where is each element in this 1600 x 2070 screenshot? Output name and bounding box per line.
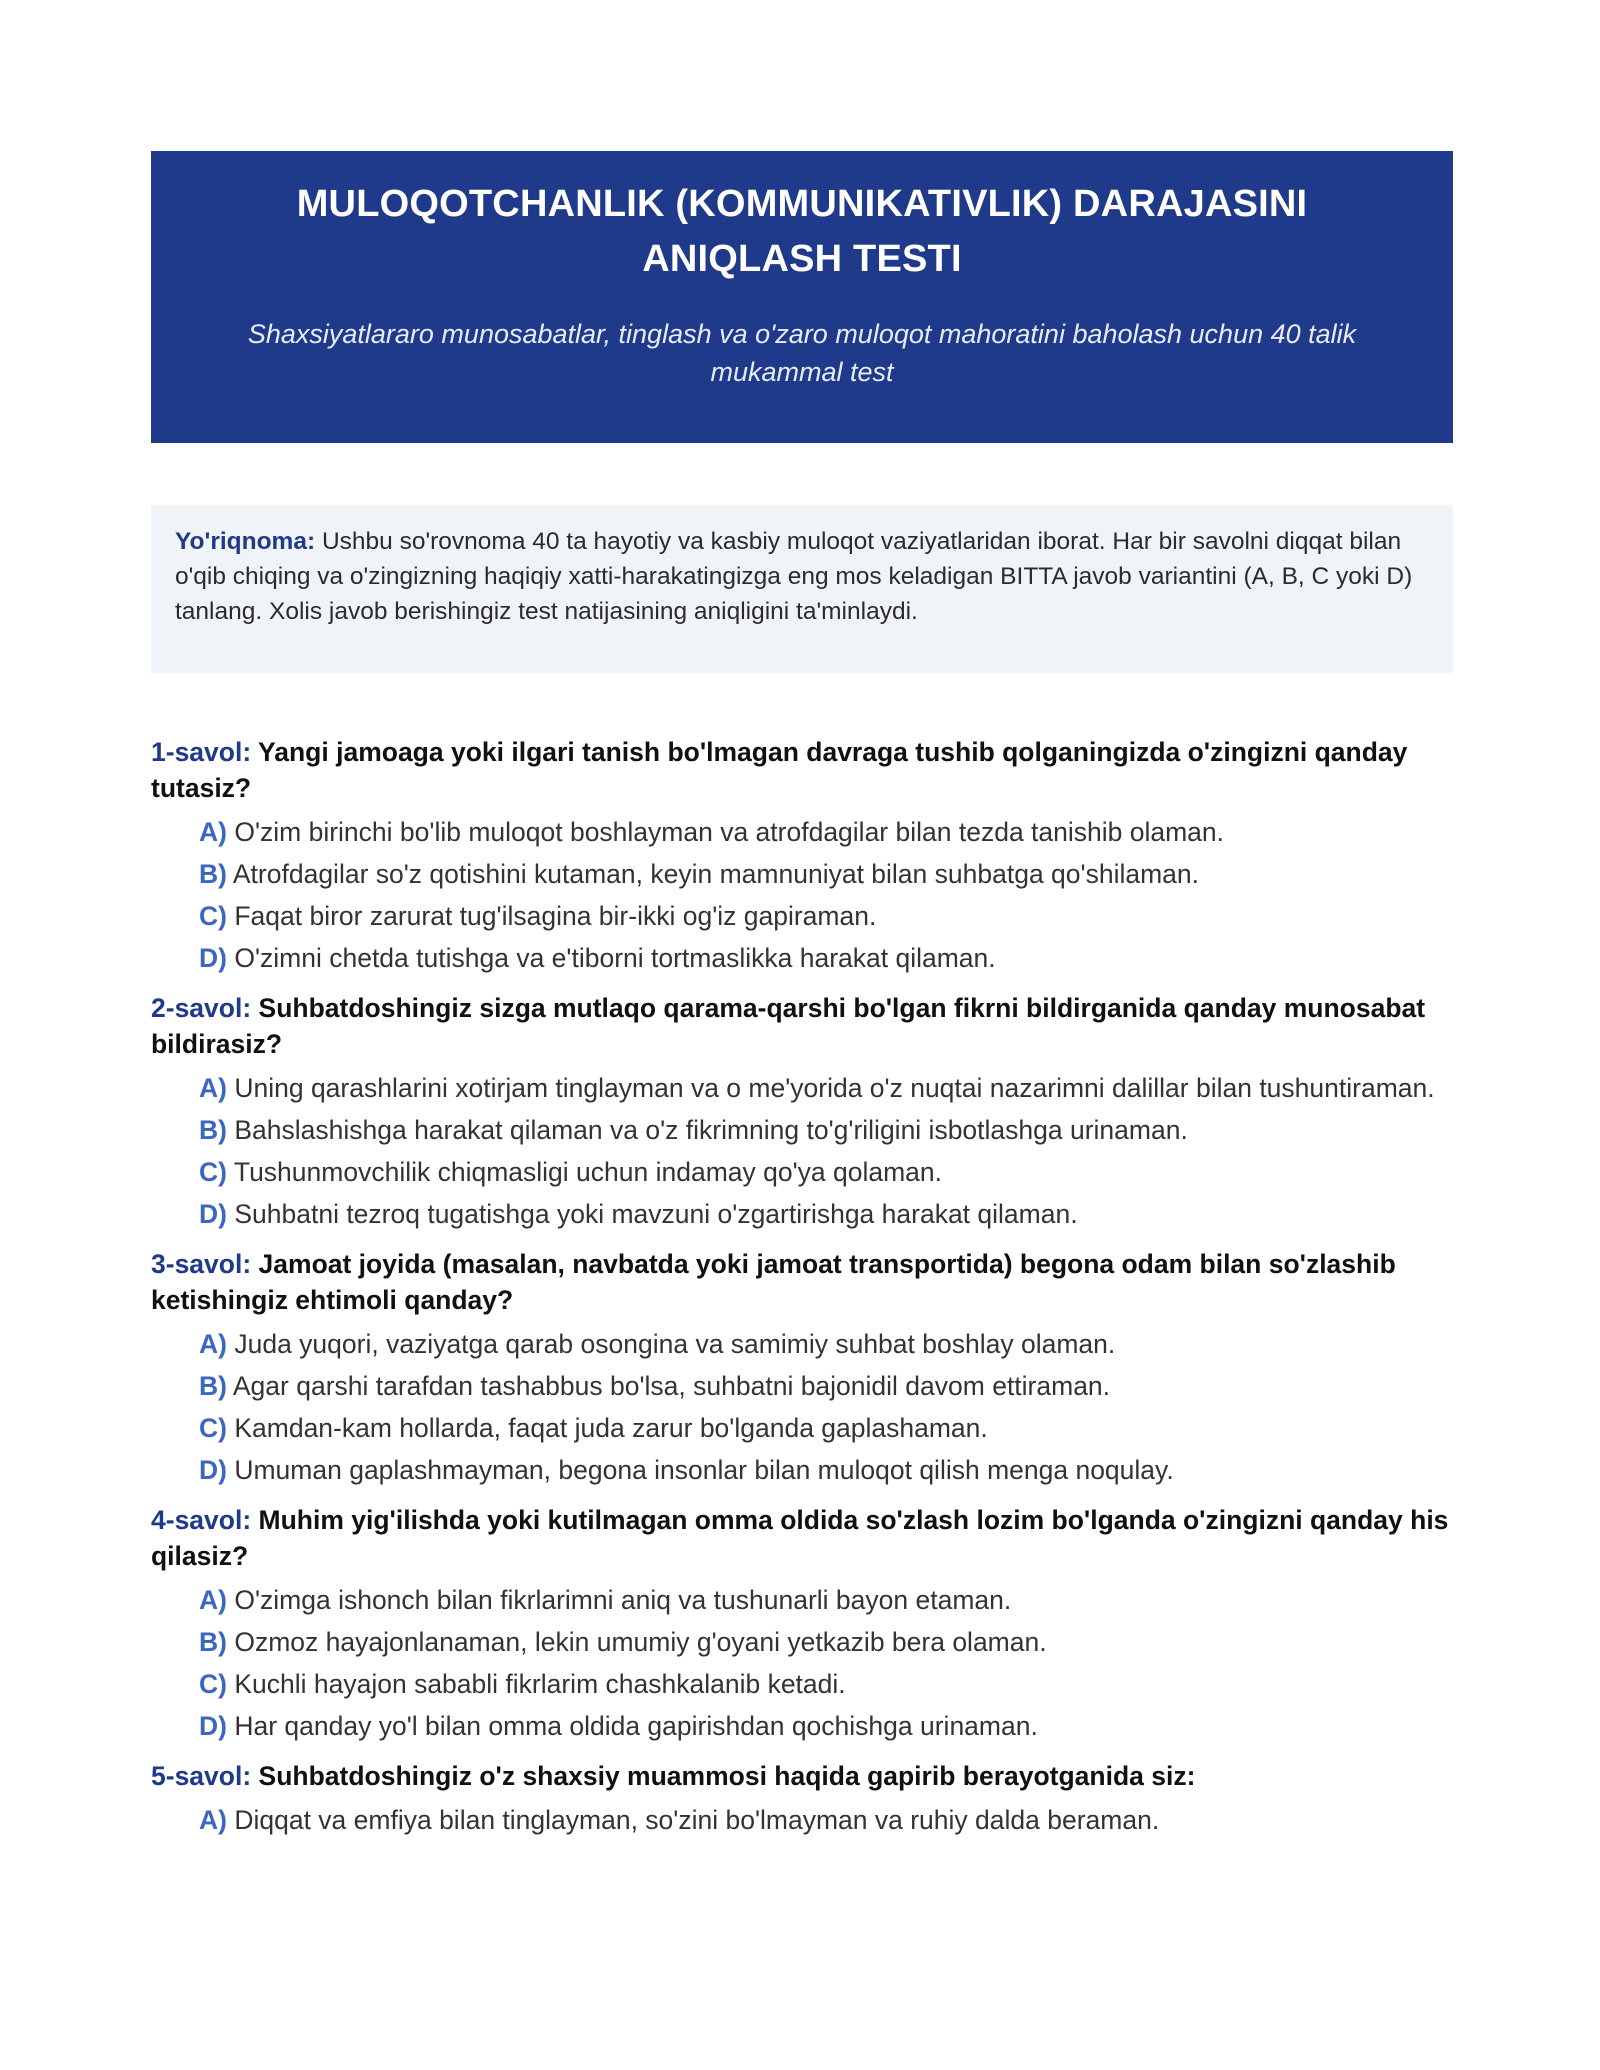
option-text: Tushunmovchilik chiqmasligi uchun indamay qo'ya qolaman. [233, 1157, 943, 1187]
question-4 [151, 1502, 1461, 1744]
option-d[interactable] [199, 1708, 1461, 1744]
option-text: Suhbatni tezroq tugatishga yoki mavzuni o'zgartirishga harakat qilaman. [234, 1199, 1078, 1229]
page-subtitle [211, 315, 1393, 391]
question-5 [151, 1758, 1461, 1838]
question-prompt: Suhbatdoshingiz sizga mutlaqo qarama-qarshi bo'lgan fikrni bildirganida qanday munosabat bildirasiz? [151, 993, 1426, 1059]
question-prompt: Jamoat joyida (masalan, navbatda yoki jamoat transportida) begona odam bilan so'zlashib ketishingiz ehtimoli qanday? [151, 1249, 1396, 1315]
option-letter: C) [199, 1413, 227, 1443]
subtitle-line-1: Shaxsiyatlararo munosabatlar, tinglash va o'zaro muloqot mahoratini baholash uchun 40 talik [247, 319, 1357, 349]
option-letter: D) [199, 943, 227, 973]
option-letter: A) [199, 817, 227, 847]
option-letter: B) [199, 1371, 227, 1401]
option-b[interactable] [199, 1112, 1461, 1148]
option-c[interactable] [199, 898, 1461, 934]
option-d[interactable] [199, 1196, 1461, 1232]
question-number: 3-savol: [151, 1249, 252, 1279]
option-text: Kuchli hayajon sababli fikrlarim chashkalanib ketadi. [234, 1669, 846, 1699]
question-1 [151, 734, 1461, 976]
option-text: Bahslashishga harakat qilaman va o'z fikrimning to'g'riligini isbotlashga urinaman. [234, 1115, 1188, 1145]
title-line-1: MULOQOTCHANLIK (KOMMUNIKATIVLIK) DARAJASINI [296, 183, 1308, 225]
question-prompt: Yangi jamoaga yoki ilgari tanish bo'lmagan davraga tushib qolganingizda o'zingizni qanday tutasiz? [151, 737, 1408, 803]
option-letter: D) [199, 1199, 227, 1229]
question-number: 2-savol: [151, 993, 252, 1023]
option-text: O'zim birinchi bo'lib muloqot boshlayman va atrofdagilar bilan tezda tanishib olaman. [234, 817, 1225, 847]
option-text: O'zimga ishonch bilan fikrlarimni aniq va tushunarli bayon etaman. [234, 1585, 1012, 1615]
questions-list [151, 734, 1461, 1852]
option-d[interactable] [199, 1452, 1461, 1488]
option-b[interactable] [199, 856, 1461, 892]
option-letter: A) [199, 1329, 227, 1359]
question-text [151, 990, 1461, 1062]
question-number: 4-savol: [151, 1505, 252, 1535]
instructions-box [151, 505, 1453, 673]
option-letter: C) [199, 901, 227, 931]
question-3 [151, 1246, 1461, 1488]
instructions-text: Ushbu so'rovnoma 40 ta hayotiy va kasbiy muloqot vaziyatlaridan iborat. Har bir savolni diqqat bilan o'qib chiqing va o'zingizning haqiqiy xatti-harakatingizga eng mos keladigan BITTA javob variantini (A, B, C yoki D) tanlang. Xolis javob berishingiz test natijasining aniqligini ta'minlaydi. [175, 528, 1413, 625]
option-a[interactable] [199, 1326, 1461, 1362]
page-title [211, 177, 1393, 287]
option-letter: D) [199, 1455, 227, 1485]
option-a[interactable] [199, 814, 1461, 850]
option-letter: A) [199, 1073, 227, 1103]
option-letter: A) [199, 1585, 227, 1615]
option-b[interactable] [199, 1624, 1461, 1660]
option-b[interactable] [199, 1368, 1461, 1404]
option-letter: C) [199, 1157, 227, 1187]
question-prompt: Muhim yig'ilishda yoki kutilmagan omma oldida so'zlash lozim bo'lganda o'zingizni qanday his qilasiz? [151, 1505, 1449, 1571]
option-a[interactable] [199, 1802, 1461, 1838]
option-letter: B) [199, 1627, 227, 1657]
option-text: Uning qarashlarini xotirjam tinglayman va o me'yorida o'z nuqtai nazarimni dalillar bilan tushuntiraman. [234, 1073, 1435, 1103]
question-prompt: Suhbatdoshingiz o'z shaxsiy muammosi haqida gapirib berayotganida siz: [258, 1761, 1196, 1791]
question-text [151, 734, 1461, 806]
question-text [151, 1758, 1461, 1794]
option-letter: B) [199, 859, 227, 889]
question-text [151, 1502, 1461, 1574]
option-c[interactable] [199, 1410, 1461, 1446]
question-number: 1-savol: [151, 737, 252, 767]
option-text: Ozmoz hayajonlanaman, lekin umumiy g'oyani yetkazib bera olaman. [234, 1627, 1047, 1657]
option-a[interactable] [199, 1582, 1461, 1618]
option-text: Faqat biror zarurat tug'ilsagina bir-ikki og'iz gapiraman. [234, 901, 877, 931]
option-d[interactable] [199, 940, 1461, 976]
option-letter: C) [199, 1669, 227, 1699]
option-letter: D) [199, 1711, 227, 1741]
question-2 [151, 990, 1461, 1232]
option-text: Kamdan-kam hollarda, faqat juda zarur bo'lganda gaplashaman. [234, 1413, 988, 1443]
title-line-2: ANIQLASH TESTI [642, 238, 962, 280]
instructions-label: Yo'riqnoma: [175, 528, 316, 555]
option-text: Har qanday yo'l bilan omma oldida gapirishdan qochishga urinaman. [234, 1711, 1038, 1741]
option-letter: A) [199, 1805, 227, 1835]
option-text: O'zimni chetda tutishga va e'tiborni tortmaslikka harakat qilaman. [234, 943, 996, 973]
option-text: Diqqat va emfiya bilan tinglayman, so'zini bo'lmayman va ruhiy dalda beraman. [234, 1805, 1160, 1835]
option-text: Agar qarshi tarafdan tashabbus bo'lsa, suhbatni bajonidil davom ettiraman. [232, 1371, 1111, 1401]
option-text: Umuman gaplashmayman, begona insonlar bilan muloqot qilish menga noqulay. [234, 1455, 1174, 1485]
option-text: Atrofdagilar so'z qotishini kutaman, keyin mamnuniyat bilan suhbatga qo'shilaman. [232, 859, 1199, 889]
question-text [151, 1246, 1461, 1318]
option-text: Juda yuqori, vaziyatga qarab osongina va samimiy suhbat boshlay olaman. [234, 1329, 1116, 1359]
option-letter: B) [199, 1115, 227, 1145]
question-number: 5-savol: [151, 1761, 252, 1791]
option-c[interactable] [199, 1666, 1461, 1702]
option-a[interactable] [199, 1070, 1461, 1106]
subtitle-line-2: mukammal test [710, 357, 894, 387]
header-banner [151, 151, 1453, 443]
option-c[interactable] [199, 1154, 1461, 1190]
